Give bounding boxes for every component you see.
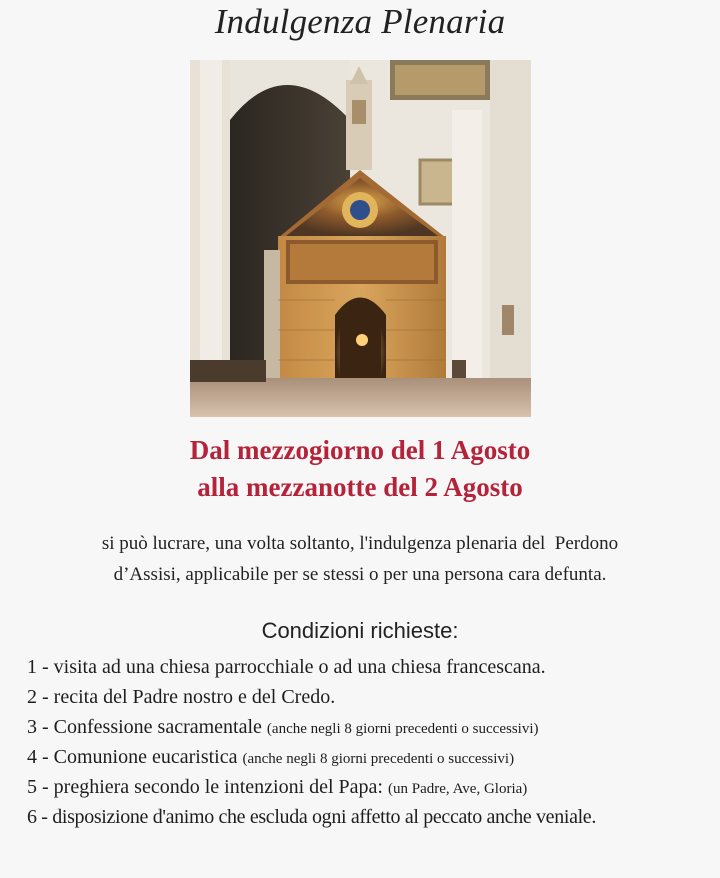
condition-note: (anche negli 8 giorni precedenti o successivi) bbox=[266, 721, 539, 737]
conditions-list bbox=[27, 652, 717, 832]
condition-text: 2 - recita del Padre nostro e del Credo. bbox=[27, 686, 336, 708]
condition-item-5 bbox=[27, 772, 717, 802]
condition-text: 5 - preghiera secondo le intenzioni del Papa: bbox=[27, 776, 388, 798]
condition-item-1 bbox=[27, 652, 717, 682]
intro-line-2: d’Assisi, applicabile per se stessi o per una persona cara defunta. bbox=[113, 564, 607, 585]
page-title: Indulgenza Plenaria bbox=[214, 2, 506, 41]
conditions-heading: Condizioni richieste: bbox=[261, 618, 459, 643]
intro-line-1: si può lucrare, una volta soltanto, l'indulgenza plenaria del Perdono bbox=[101, 533, 619, 554]
condition-text: 1 - visita ad una chiesa parrocchiale o ad una chiesa francescana. bbox=[27, 656, 546, 678]
headline-line-2: alla mezzanotte del 2 Agosto bbox=[197, 472, 523, 502]
condition-text: 3 - Confessione sacramentale bbox=[27, 716, 267, 738]
condition-note: (un Padre, Ave, Gloria) bbox=[388, 781, 528, 797]
condition-text: 4 - Comunione eucaristica bbox=[27, 746, 243, 768]
condition-item-3 bbox=[27, 712, 717, 742]
condition-item-2 bbox=[27, 682, 717, 712]
porziuncola-photo bbox=[190, 60, 531, 417]
condition-note: (anche negli 8 giorni precedenti o successivi) bbox=[242, 751, 515, 767]
condition-item-4 bbox=[27, 742, 717, 772]
condition-item-6 bbox=[27, 802, 717, 832]
condition-text: 6 - disposizione d'animo che escluda ogni affetto al peccato anche veniale. bbox=[27, 806, 596, 828]
headline-line-1: Dal mezzogiorno del 1 Agosto bbox=[189, 435, 531, 465]
